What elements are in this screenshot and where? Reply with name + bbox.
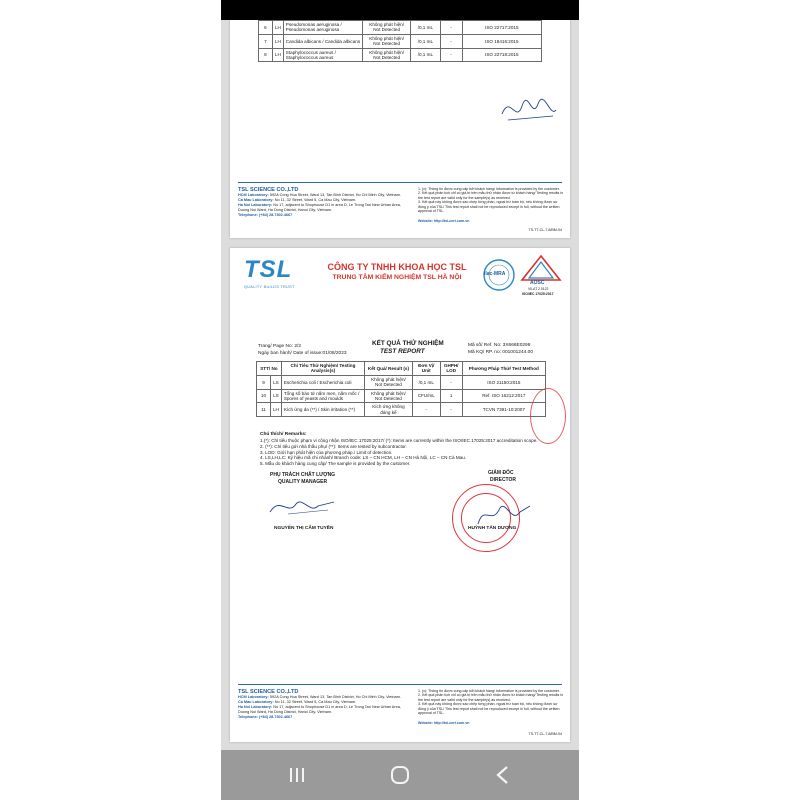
issue-date: Ngày ban hành/ Date of issue:01/08/2023	[258, 351, 347, 356]
cell-result: Không phát hiện/ Not Detected	[365, 389, 413, 403]
cell-result: Không phát hiện/ Not Detected	[363, 48, 411, 62]
director-name: HUỲNH TẤN DƯƠNG	[468, 526, 517, 531]
cell-method: TCVN 7391-10:2007	[462, 403, 545, 417]
qm-name: NGUYỄN THỊ CẨM TUYỀN	[274, 526, 334, 531]
remarks-list	[260, 438, 544, 467]
side-stamp	[530, 388, 566, 444]
table-row	[257, 375, 546, 389]
back-icon[interactable]	[483, 762, 523, 788]
ref-number: Mã số/ Ref. No: 3X666E0298	[468, 343, 531, 348]
cell-lod: -	[440, 375, 462, 389]
hn-address: No 17, adjacent to Shophouse D1 in area D, Le Trong Tan New Urban Area, Duong Noi Ward, Ha Dong District, Hanoi City, Vietnam.	[238, 203, 401, 212]
tsl-logo: TSL QUALITY BUILDS TRUST	[244, 256, 295, 289]
results-table-page-1	[258, 20, 542, 62]
footer-website: Website: http://tsl-cert.com.vn	[418, 219, 470, 224]
cell-lod: -	[440, 21, 462, 35]
phone-screen	[221, 0, 579, 800]
aosc-accreditation-logo: AOSC VILAT 2.0122 ISO/IEC 17025:2017	[520, 254, 562, 298]
header-unit: Đơn Vị/ Unit	[412, 362, 440, 376]
cell-lod: -	[440, 403, 462, 417]
footer-note-2: 2. Kết quả phân tích chỉ có giá trị trên mẫu thử nhận được từ khách hàng/ Testing results in the test report are valid only for the sample(s) as received.	[418, 191, 564, 200]
footer-company: TSL SCIENCE CO.,LTD	[238, 187, 299, 193]
cell-branch: LH	[272, 21, 283, 35]
footer-phone: Telephone: (+84) 28.7302.4667	[238, 213, 293, 217]
cell-unit: /0,1 mL	[412, 375, 440, 389]
company-subtitle: TRUNG TÂM KIỂM NGHIỆM TSL HÀ NỘI	[332, 274, 462, 281]
cell-test: Kích ứng da (**) / Skin irritation (**)	[281, 403, 364, 417]
cell-method: ISO 18416:2015	[462, 34, 541, 48]
director-title-en: DIRECTOR	[490, 477, 517, 483]
footer-note-3: 3. Kết quả này không được sao chép từng phần, ngoại trừ toàn bộ, nếu không được sự đồng ý của TSL/ This test report shall not be reproduced except in full, without the written approval of TSL.	[418, 200, 560, 214]
qm-signature	[266, 492, 338, 520]
cell-test: Pseudomonas aeruginosa / Pseudomonas aeruginosa	[283, 21, 362, 35]
cell-no: 6	[259, 21, 273, 35]
home-icon[interactable]	[380, 762, 420, 788]
cell-lod: 1	[440, 389, 462, 403]
results-table-page-2	[256, 361, 546, 417]
cell-result: Không phát hiện/ Not Detected	[365, 375, 413, 389]
recents-icon[interactable]	[277, 762, 317, 788]
cell-test: Candida albicans / Candida albicans	[283, 34, 362, 48]
cell-branch: LH	[272, 48, 283, 62]
hcm-address: 592A Cong Hoa Street, Ward 13, Tan Binh District, Ho Chi Minh City, Vietnam.	[269, 193, 401, 197]
hcm-label: HCM Laboratory:	[238, 193, 269, 197]
cell-no: 8	[259, 48, 273, 62]
remark-1: 1.(*): Chỉ tiêu thuộc phạm vi công nhận ISO/IEC 17025:2017/ (*): Items are currently within the ISO/IEC 17025:2017 accreditation scope.	[260, 438, 538, 443]
qm-title-en: QUALITY MANAGER	[278, 479, 328, 485]
cell-test: Staphylococcus aureus / Staphylococcus aureus	[283, 48, 362, 62]
cell-result: Không phát hiện/ Not Detected	[363, 34, 411, 48]
cell-unit: /0,1 mL	[410, 48, 440, 62]
footer-note-1: 1. (c): Thông tin được cung cấp bởi khách hàng/ Information is provided by the customer.	[418, 187, 560, 191]
cell-unit: /0,1 mL	[410, 21, 440, 35]
cell-no: 7	[259, 34, 273, 48]
cell-result: Kích ứng không đáng kể	[365, 403, 413, 417]
cell-no: 10	[257, 389, 271, 403]
report-number: Mã KQ/ RP. no: 001001244.00	[468, 350, 533, 355]
header-lod: GHPH/ LOD	[440, 362, 462, 376]
report-page-1	[230, 20, 570, 238]
remark-4: 4. LS,LH,LC: Ký hiệu mã chi nhánh/ Branch code: LS – CN HCM, LH – CN Hà Nội, LC – CN Cà Mau.	[260, 455, 467, 461]
cell-unit: -	[412, 403, 440, 417]
report-title-vn: KẾT QUẢ THỬ NGHIỆM	[372, 340, 444, 347]
qm-title-vn: PHỤ TRÁCH CHẤT LƯỢNG	[270, 472, 336, 478]
signature-mark-top	[498, 90, 560, 130]
remark-3: 3. LOD: Giới hạn phát hiện của phương pháp./ Limit of detection.	[260, 449, 393, 455]
table-row	[259, 21, 542, 35]
cell-method: ISO 21150:2015	[462, 375, 545, 389]
cell-branch: LS	[270, 389, 281, 403]
table-row	[259, 34, 542, 48]
cm-address: No 11, 32 Street, Ward 5, Ca Mau City, Vietnam.	[274, 198, 357, 202]
form-code: TS-TT-CL-7.8/BM-04	[528, 228, 562, 232]
cell-lod: -	[440, 48, 462, 62]
remark-5: 5. Mẫu do khách hàng cung cấp/ The sample is provided by the customer.	[260, 461, 411, 467]
director-title-vn: GIÁM ĐỐC	[488, 470, 514, 476]
page-1-footer	[238, 182, 562, 237]
cell-no: 9	[257, 375, 271, 389]
table-row	[259, 48, 542, 62]
header-method: Phương Pháp Thử/ Test Method	[462, 362, 545, 376]
navigation-bar	[221, 750, 579, 800]
cell-lod: -	[440, 34, 462, 48]
cell-no: 11	[257, 403, 271, 417]
cell-method: ISO 22717:2015	[462, 21, 541, 35]
cell-result: Không phát hiện/ Not Detected	[363, 21, 411, 35]
page-number: Trang/ Page No: 2/2	[258, 344, 302, 349]
report-page-2	[230, 248, 570, 742]
hn-label: Ha Noi Laboratory:	[238, 203, 273, 207]
table-header-row	[257, 362, 546, 376]
cell-method: ISO 22718:2015	[462, 48, 541, 62]
table-row	[257, 403, 546, 417]
cell-branch: LH	[270, 403, 281, 417]
report-title-en: TEST REPORT	[380, 348, 425, 355]
ilac-mra-logo: ilac-MRA	[482, 258, 516, 292]
header-test: Chỉ Tiêu Thử Nghiệm/ Testing Analysis(s)	[281, 362, 364, 376]
cell-unit: /0,1 mL	[410, 34, 440, 48]
table-row	[257, 389, 546, 403]
header-stt: STT/ No	[257, 362, 282, 376]
remark-2: 2. (**): Chỉ tiêu gửi nhà thầu phụ/ (**): Items are tested by subcontractor.	[260, 443, 407, 449]
company-name: CÔNG TY TNHH KHOA HỌC TSL	[327, 262, 467, 272]
header-result: Kết Quả/ Result (s)	[365, 362, 413, 376]
page-2-footer: TSL SCIENCE CO.,LTD HCM Laboratory: 592A Cong Hoa Street, Ward 13, Tan Binh District, Ho Chi Minh City, Vietnam. Ca Mau Laboratory: No 11, 32 Street, Ward 5, Ca Mau City, Vietnam. Ha Noi Laboratory: No 17, adjacent to Shophouse D1 in area D, Le Trong Tan New Urban Area, Duong Noi Ward, Ha Dong District, Hanoi City, Vietnam. Telephone: (+84) 28.7302.4667 1. (c): Thông tin được cung cấp bởi khách hàng/ Information is provided by the customer. 2. Kết quả phân tích chỉ có giá trị trên mẫu thử nhận được từ khách hàng/ Testing results in the test report are valid only for the sample(s) as received. 3. Kết quả này không được sao chép từng phần, ngoại trừ toàn bộ, nếu không được sự đồng ý của TSL/ This test report shall not be reproduced except in full, without the written approval of TSL. Website: http://tsl-cert.com.vn TS-TT-CL-7.8/BM-04	[238, 684, 562, 741]
status-bar	[221, 0, 579, 20]
company-header	[322, 262, 472, 282]
cell-branch: LS	[270, 375, 281, 389]
cell-branch: LH	[272, 34, 283, 48]
remarks-title: Chú thích/ Remarks:	[260, 432, 307, 437]
cm-label: Ca Mau Laboratory:	[238, 198, 274, 202]
cell-test: Tổng số bào tử nấm men, nấm mốc / Spores of yeasts and moulds	[281, 389, 364, 403]
cell-test: Escherichia coli / Escherichia coli	[281, 375, 364, 389]
cell-unit: CFU/mL	[412, 389, 440, 403]
cell-method: Ref. ISO 16212:2017	[462, 389, 545, 403]
